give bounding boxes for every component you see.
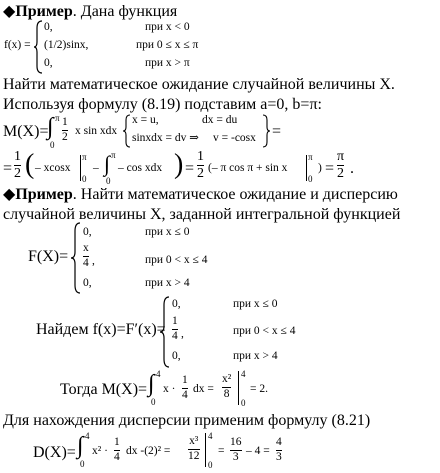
integral-lower: 0 (50, 140, 55, 150)
case2-cond: при 0 ≤ x ≤ π (136, 39, 199, 51)
mx-int-bot: 0 (151, 397, 156, 407)
l2-eq2: = (185, 160, 195, 177)
l2-half2-fraction: 1 2 (197, 149, 204, 181)
subst-close-brace (262, 114, 270, 148)
mx-result: = 2. (250, 383, 268, 395)
mx-quarter: 1 4 (182, 374, 188, 401)
case1-cond: при x < 0 (145, 21, 190, 33)
F-piecewise-brace (71, 222, 81, 294)
then-mx: Тогда M(X)= (60, 381, 148, 398)
l2-term3-close: ) (318, 162, 322, 174)
line2-eq: = (3, 160, 13, 177)
F-case2-cond: при 0 < x ≤ 4 (145, 254, 208, 266)
l2-eval2-bot: 0 (308, 174, 313, 184)
integral-sign: ∫ (47, 114, 54, 140)
f-case2-comma: , (181, 328, 184, 340)
mx-dx: dx = (193, 383, 214, 395)
integrand: x sin xdx (75, 125, 118, 137)
dx-r2-fraction: 4 3 (276, 436, 282, 463)
task-text: Найти математическое ожидание случайной величины X. (3, 76, 395, 93)
l2-eval1-bot: 0 (82, 174, 87, 184)
subst-du: dx = du (202, 114, 238, 126)
l2-integral-sign: ∫ (104, 151, 111, 176)
dispersion-text: Для нахождения дисперсии применим формулу (8.21) (3, 412, 371, 429)
mx-int-top: 4 (156, 369, 161, 379)
subst-u: x = u, (132, 114, 159, 126)
result-dot: . (350, 160, 354, 177)
dx-minus4: – 4 = (246, 445, 270, 457)
l2-term1: – xcosx (35, 162, 71, 174)
l2-eval-bar1 (80, 155, 81, 181)
bullet-icon: ◆ (3, 3, 16, 20)
l2-half-fraction: 1 2 (14, 149, 21, 181)
heading-rest: . Найти математическое ожидание и дисперсию (72, 186, 398, 203)
result-fraction: π 2 (337, 149, 345, 181)
half-fraction: 1 2 (62, 116, 68, 143)
mx-eval-bar (238, 371, 239, 405)
l2-term2: – cos xdx (118, 162, 163, 174)
F-case3-cond: при x > 4 (145, 277, 190, 289)
F-case2-fraction: x 4 (83, 242, 89, 269)
dx-r1-fraction: 16 3 (230, 436, 242, 463)
dx-mid: dx -(2)² = (126, 445, 171, 457)
example2-heading-line2: случайной величины X, заданной интегральной функцией (3, 206, 401, 223)
heading-label: Пример (15, 186, 73, 203)
piecewise-brace (34, 20, 44, 74)
mx-x: x · (163, 383, 176, 395)
dx-eval-top: 4 (208, 431, 213, 441)
dx-int-bot: 0 (80, 459, 85, 469)
integral-upper: π (55, 113, 60, 123)
mx-eval-top: 4 (241, 369, 246, 379)
subst-dv: sinxdx = dv ⇒ (132, 132, 199, 144)
l2-int-top: π (111, 150, 116, 160)
dx-eval-bot: 0 (208, 460, 213, 470)
dx-lhs: D(X)= (33, 444, 76, 461)
F-case3-value: 0, (83, 277, 92, 289)
l2-int-bot: 0 (106, 176, 111, 186)
dx-result-fraction: x³ 12 (188, 435, 200, 462)
case2-value: (1/2)sinx, (44, 39, 89, 51)
l2-minus: – (93, 162, 99, 174)
l2-eval-bar2 (306, 155, 307, 181)
l2-close-paren: ) (174, 149, 184, 180)
mx-lhs: M(X)= (3, 123, 49, 140)
l2-eval2-top: π (308, 152, 313, 162)
dx-integral-sign: ∫ (77, 433, 84, 459)
subst-open-brace (123, 114, 131, 148)
F-case1-cond: при x ≤ 0 (145, 226, 190, 238)
l2-eq3: = (325, 160, 335, 177)
dx-quarter: 1 4 (114, 436, 120, 463)
heading-rest: . Дана функция (72, 3, 178, 20)
l2-open-paren: ( (25, 149, 35, 180)
example1-heading (3, 4, 177, 20)
heading-label: Пример (15, 3, 73, 20)
bullet-icon: ◆ (3, 186, 16, 203)
equals-sign: = (272, 123, 282, 140)
Fx-label: F(X)= (28, 248, 69, 265)
f-case3-cond: при x > 4 (233, 350, 278, 362)
case3-value: 0, (44, 57, 53, 69)
dx-eq: = (218, 445, 225, 457)
f-case1-value: 0, (172, 298, 181, 310)
dx-eval-bar (205, 433, 206, 467)
l2-eval1-top: π (82, 152, 87, 162)
fx-label: f(x) = (4, 39, 31, 51)
mx-result-fraction: x² 8 (222, 373, 232, 400)
F-case2-comma: , (92, 255, 95, 267)
f-piecewise-brace (160, 296, 170, 368)
dx-x2: x² · (92, 445, 108, 457)
example2-heading (3, 187, 398, 203)
F-case1-value: 0, (83, 226, 92, 238)
find-f-text: Найдем f(x)=F′(x)= (36, 321, 166, 338)
l2-term3: (– π cos π + sin x (208, 162, 288, 174)
f-case2-cond: при 0 < x ≤ 4 (233, 325, 296, 337)
f-case1-cond: при x ≤ 0 (233, 298, 278, 310)
case1-value: 0, (44, 21, 53, 33)
using-text: Используя формулу (8.19) подставим a=0, b=π: (3, 96, 322, 113)
dx-int-top: 4 (85, 431, 90, 441)
mx-integral-sign: ∫ (148, 371, 155, 397)
f-case3-value: 0, (172, 350, 181, 362)
subst-v: v = -cosx (213, 132, 256, 144)
f-case2-fraction: 1 4 (172, 315, 178, 342)
mx-eval-bot: 0 (241, 398, 246, 408)
case3-cond: при x > π (145, 57, 190, 69)
